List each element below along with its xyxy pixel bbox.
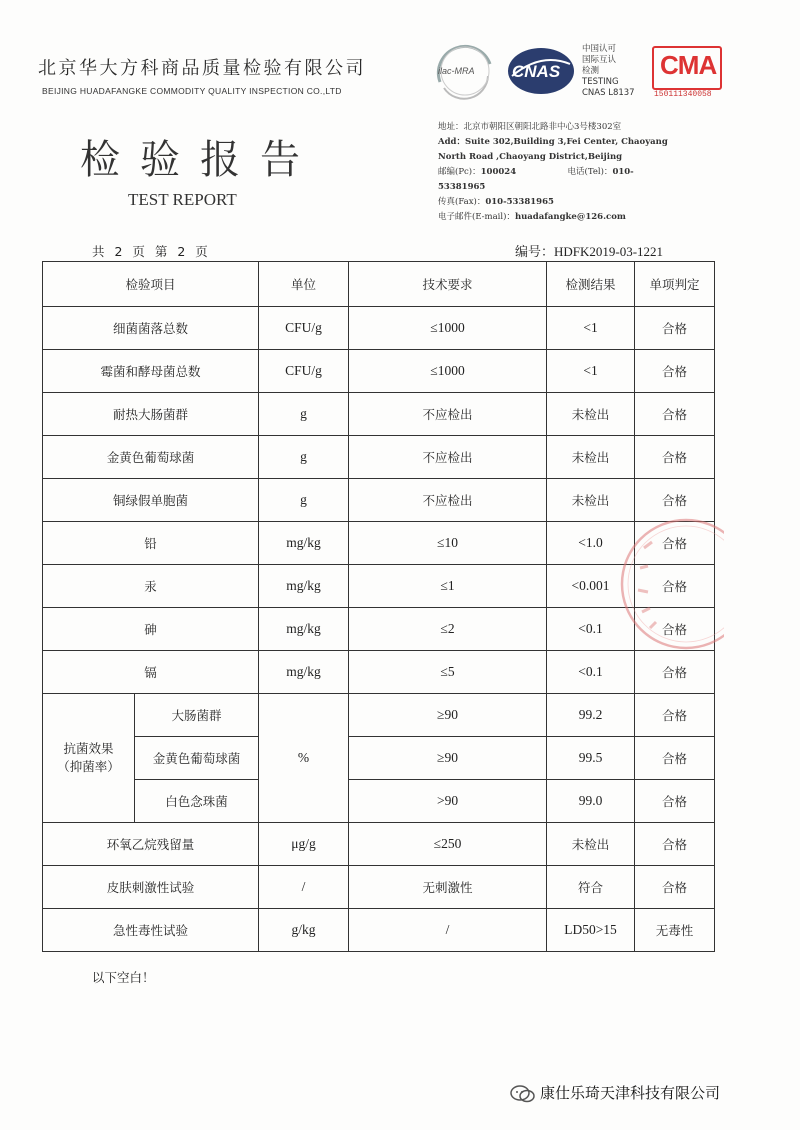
cell-item: 汞 <box>43 565 259 608</box>
cell-requirement: ≤250 <box>349 823 547 866</box>
cell-requirement: ≤1 <box>349 565 547 608</box>
cell-verdict: 合格 <box>635 565 715 608</box>
fax: 传真(Fax)：010-53381965 <box>438 197 554 207</box>
cell-item: 耐热大肠菌群 <box>43 393 259 436</box>
cell-verdict: 合格 <box>635 307 715 350</box>
report-title-en: TEST REPORT <box>128 190 237 209</box>
cell-item: 大肠菌群 <box>135 694 259 737</box>
cnas-label: CNAS <box>512 62 561 81</box>
cell-item: 铜绿假单胞菌 <box>43 479 259 522</box>
cell-item: 急性毒性试验 <box>43 909 259 952</box>
cell-requirement: ≤2 <box>349 608 547 651</box>
cell-requirement: 无刺激性 <box>349 866 547 909</box>
cell-unit: / <box>259 866 349 909</box>
cell-requirement: ≤5 <box>349 651 547 694</box>
cell-verdict: 合格 <box>635 866 715 909</box>
cell-result: 99.5 <box>547 737 635 780</box>
table-row <box>43 909 715 952</box>
postcode-tel: 邮编(Pc)：100024 电话(Tel)：010-53381965 <box>438 167 634 192</box>
cell-requirement: ≥90 <box>349 737 547 780</box>
header-unit: 单位 <box>259 262 349 307</box>
cell-unit: mg/kg <box>259 565 349 608</box>
inspection-seal-icon <box>604 508 724 660</box>
header-item: 检验项目 <box>43 262 259 307</box>
company-name-cn: 北京华大方科商品质量检验有限公司 <box>38 58 366 79</box>
cell-item: 金黄色葡萄球菌 <box>43 436 259 479</box>
cell-result: <1 <box>547 350 635 393</box>
cell-item: 镉 <box>43 651 259 694</box>
cell-result: <1 <box>547 307 635 350</box>
cell-requirement: 不应检出 <box>349 479 547 522</box>
cell-requirement: 不应检出 <box>349 436 547 479</box>
table-row <box>43 737 715 780</box>
cell-result: 未检出 <box>547 479 635 522</box>
table-row <box>43 393 715 436</box>
cell-result: 99.2 <box>547 694 635 737</box>
cell-item: 砷 <box>43 608 259 651</box>
address-cn: 地址：北京市朝阳区朝阳北路非中心3号楼302室 <box>438 122 622 132</box>
cell-unit: μg/g <box>259 823 349 866</box>
cma-label: CMA <box>660 50 717 80</box>
cell-result: 未检出 <box>547 393 635 436</box>
cell-requirement: ≤1000 <box>349 307 547 350</box>
table-row <box>43 694 715 737</box>
cell-result: 未检出 <box>547 436 635 479</box>
cell-unit: g/kg <box>259 909 349 952</box>
table-header-row <box>43 262 715 307</box>
table-row <box>43 436 715 479</box>
cell-result: <0.1 <box>547 608 635 651</box>
header-result: 检测结果 <box>547 262 635 307</box>
company-name-en: BEIJING HUADAFANGKE COMMODITY QUALITY INSPECTION CO.,LTD <box>42 86 342 96</box>
cell-verdict: 合格 <box>635 694 715 737</box>
cell-verdict: 合格 <box>635 780 715 823</box>
watermark <box>510 1082 720 1104</box>
cell-verdict: 合格 <box>635 522 715 565</box>
cell-verdict: 合格 <box>635 393 715 436</box>
cell-requirement: ≤1000 <box>349 350 547 393</box>
ilac-label: ilac-MRA <box>438 66 475 76</box>
cell-requirement: / <box>349 909 547 952</box>
cma-number: 150111340058 <box>654 90 712 99</box>
cell-verdict: 合格 <box>635 608 715 651</box>
cell-requirement: >90 <box>349 780 547 823</box>
cell-item: 霉菌和酵母菌总数 <box>43 350 259 393</box>
table-row <box>43 350 715 393</box>
cell-group-antibacterial: 抗菌效果 （抑菌率） <box>43 694 135 823</box>
contact-address-block <box>438 120 678 225</box>
cell-unit: % <box>259 694 349 823</box>
report-title-cn: 检验报告 <box>80 137 320 183</box>
cell-requirement: ≥90 <box>349 694 547 737</box>
cell-result: 99.0 <box>547 780 635 823</box>
cell-verdict: 合格 <box>635 436 715 479</box>
accreditation-logos <box>430 42 770 102</box>
header-requirement: 技术要求 <box>349 262 547 307</box>
cell-verdict: 无毒性 <box>635 909 715 952</box>
cell-item: 细菌菌落总数 <box>43 307 259 350</box>
table-row <box>43 823 715 866</box>
cell-result: 未检出 <box>547 823 635 866</box>
cell-result: <0.001 <box>547 565 635 608</box>
cell-unit: mg/kg <box>259 608 349 651</box>
cell-unit: CFU/g <box>259 350 349 393</box>
cell-requirement: ≤10 <box>349 522 547 565</box>
cell-unit: mg/kg <box>259 522 349 565</box>
email: 电子邮件(E-mail)：huadafangke@126.com <box>438 212 626 222</box>
table-row <box>43 307 715 350</box>
cell-verdict: 合格 <box>635 479 715 522</box>
cell-unit: g <box>259 436 349 479</box>
header-verdict: 单项判定 <box>635 262 715 307</box>
address-en: Add：Suite 302,Building 3,Fei Center, Chaoyang North Road ,Chaoyang District,Beijing <box>438 137 668 162</box>
cnas-cert-text: 中国认可 国际互认 检测 TESTING CNAS L8137 <box>582 44 635 98</box>
table-row <box>43 780 715 823</box>
cell-verdict: 合格 <box>635 350 715 393</box>
document-number: 编号：HDFK2019-03-1221 <box>515 244 664 259</box>
cell-item: 金黄色葡萄球菌 <box>135 737 259 780</box>
cell-item: 皮肤刺激性试验 <box>43 866 259 909</box>
cell-unit: CFU/g <box>259 307 349 350</box>
cell-item: 白色念珠菌 <box>135 780 259 823</box>
cell-item: 铅 <box>43 522 259 565</box>
blank-note: 以下空白！ <box>92 970 155 985</box>
cell-verdict: 合格 <box>635 651 715 694</box>
cell-verdict: 合格 <box>635 737 715 780</box>
table-row <box>43 866 715 909</box>
cell-requirement: 不应检出 <box>349 393 547 436</box>
cell-result: <0.1 <box>547 651 635 694</box>
cell-verdict: 合格 <box>635 823 715 866</box>
cell-unit: g <box>259 393 349 436</box>
wechat-icon <box>510 1084 536 1104</box>
cell-item: 环氧乙烷残留量 <box>43 823 259 866</box>
cell-result: LD50>15 <box>547 909 635 952</box>
cell-result: 符合 <box>547 866 635 909</box>
watermark-text: 康仕乐琦天津科技有限公司 <box>540 1084 721 1102</box>
cell-unit: mg/kg <box>259 651 349 694</box>
cell-result: <1.0 <box>547 522 635 565</box>
cell-unit: g <box>259 479 349 522</box>
page-info: 共 2 页 第 2 页 <box>92 244 211 259</box>
